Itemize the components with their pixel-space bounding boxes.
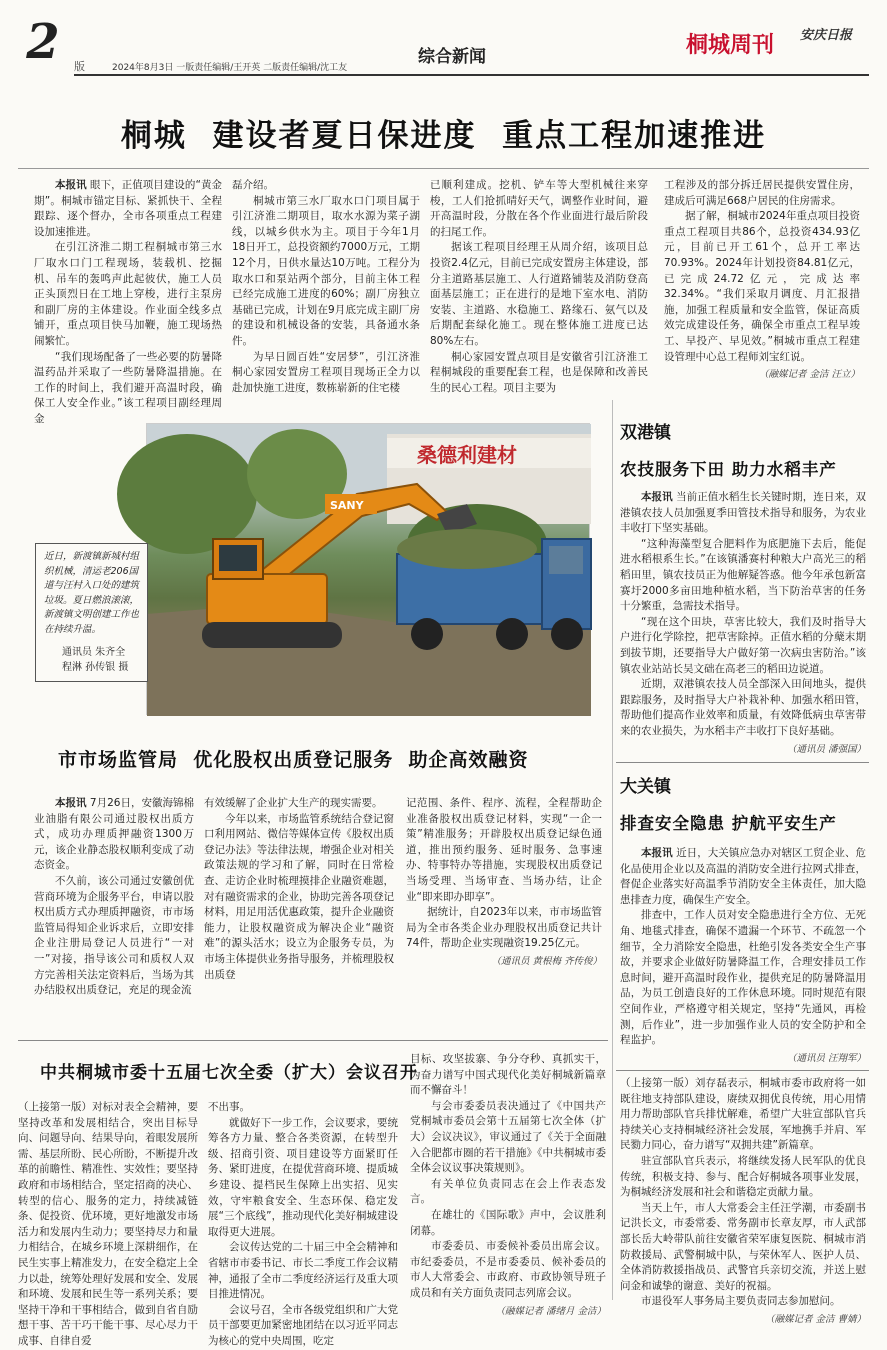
paragraph: 近期，双港镇农技人员全部深入田间地头，提供跟踪服务，及时指导大户补栽补种、加强水稻田管，帮助他们提高作业效率和质量，有效降低病虫草害带来的农业损失，为水稻丰产丰收打下良好基础。	[620, 678, 866, 737]
paragraph: 驻宣部队官兵表示，将继续发扬人民军队的优良传统，积极支持、参与、配合好桐城各项事业发展，为桐城经济发展和社会和谐稳定贡献力量。	[620, 1154, 866, 1199]
plenum-column-3	[410, 1052, 606, 1317]
market-column-2	[204, 796, 394, 1021]
daguan-body	[620, 846, 866, 1064]
paragraph: “这种海藻型复合肥料作为底肥施下去后，能促进水稻根系生长。”在该镇潘赛村种粮大户高光三的稻稻田里，镇农技员正为他解疑答惑。他今年承包新富赛圩2000多亩田地种植水稻，当下防治草害的任务十分繁重，急需技术指导。	[620, 537, 866, 613]
paragraph: （上接第一版）对标对表全会精神，要坚持改革和发展相结合，突出目标导向、问题导向、结果导向，着眼发展所需、基层所盼、民心所盼，不断提升改革的前瞻性、精准性、实效性；要坚持政府和市场相结合，坚定招商的决心、转型的信心、服务的定力，持续减链条、促投资、优环境，更好地激发市场活力和发展内生动力；要坚持尽力和量力相结合，在城乡环境上深耕细作，在民生实事上精准发力，在安全稳定上全力以赴，统筹处理好发展和安全、发展和环境、发展和民生等一系列关系；要坚持干净和干事相结合，做到自省自励想干事、苦干巧干能干事、尽心尽力干成事、自律自爱	[18, 1101, 198, 1347]
caption-text: 近日，新渡镇新城村组织机械，清运老206国道与汪村入口处的建筑垃圾。夏日燃浪滚滚，新渡镇文明创建工作也在持续升温。	[44, 551, 140, 635]
paragraph: 市退役军人事务局主要负责同志参加慰问。	[641, 1295, 841, 1308]
byline: （通讯员 黄根梅 齐传俊）	[491, 955, 602, 967]
weekly-logo: 桐城周刊	[686, 32, 775, 58]
paragraph: 桐城市第三水厂取水口门项目属于引江济淮二期项目，取水水源为菜子湖线，以城乡供水为主。项目于今年1月18日开工，总投资额约7000万元，工期12个月，日供水量达10万吨。工程分为取水口和泵站两个部分，目前主体工程已经完成施工进度的60%；副厂房独立基础已完成，计划在9月底完成主副厂房的建设和机械设备的安装，具备通水条件。	[232, 194, 420, 347]
paragraph: 当天上午，市人大常委会主任汪学潮，市委副书记洪长文，市委常委、常务副市长章友厚，市人武部部长岳大岭带队前往安徽省荣军康复医院、桐城市消防救援局、武警桐城中队，与荣休军人、医护人员、全体消防救援指战员、武警官兵亲切交流，并送上慰问金和诚挚的谢意、美好的祝福。	[620, 1201, 866, 1292]
lead-headline: 桐城 建设者夏日保进度 重点工程加速推进	[120, 118, 767, 154]
paragraph: 在引江济淮二期工程桐城市第三水厂取水口门工程现场，装载机、挖掘机、吊车的轰鸣声此起彼伏，施工人员正头顶烈日在工地上穿梭，进行主泵房和副厂房的主体建设。作业面全线多点铺开，重点项目快马加鞭，施工现场热闹繁忙。	[34, 241, 222, 347]
section-divider	[18, 1040, 608, 1041]
paragraph: 已顺利建成。挖机、铲车等大型机械往来穿梭，工人们抢抓晴好天气，调整作业时间，避开高温时段，分散在各个作业面进行最后阶段的扫尾工作。	[430, 179, 648, 238]
paragraph: 为早日圆百姓“安居梦”，引江济淮桐心家园安置房工程项目现场正全力以赴加快施工进度，数栋崭新的住宅楼	[232, 350, 420, 394]
paragraph: 据该工程项目经理王从周介绍，该项目总投资2.4亿元，目前已完成安置房主体建设，部分主道路基层施工、人行道路铺装及消防登高面基层施工；正在进行的是地下室水电、消防安装、主道路、水稳施工、路缘石、氨气以及后期配套绿化施工。现在整体施工进度已达80%左右。	[430, 241, 648, 347]
shuanggang-body	[620, 490, 866, 756]
paragraph: “我们现场配备了一些必要的防暑降温药品并采取了一些防暑降温措施。在工作的时间上，我们避开高温时段，确保工人安全作业。”该工程项目副经理周金	[34, 350, 222, 425]
paragraph: 据统计，自2023年以来，市市场监管局为全市各类企业办理股权出质登记共计74件，帮助企业实现融资19.25亿元。	[406, 906, 602, 950]
paragraph: 磊介绍。	[232, 179, 274, 191]
paper-name: 安庆日报	[800, 28, 853, 43]
paragraph: 今年以来，市场监管系统结合登记窗口利用网站、微信等媒体宣传《股权出质登记办法》等法律法规，增强企业对相关政策法规的学习和了解，同时在日常检查、走访企业时梳理摸排企业融资难题，对有融资需求的企业，协助完善各项登记材料，用足用活优惠政策，提升企业融资能力，让股权融资成为解决企业“融资难”的源头活水；设立为企服务专员，为市场主体提供业务指导服务，并梳理股权出质登	[204, 812, 394, 981]
paragraph: 本报讯 7月26日，安徽海锦棉业油脂有限公司通过股权出质方式，成功办理质押融资1300万元，该企业静态股权顺利变成了动态资金。	[34, 797, 195, 872]
lead-column-2	[232, 178, 420, 393]
photo-credit: 通讯员 朱齐全	[62, 647, 126, 658]
military-story-body	[620, 1076, 866, 1325]
paragraph: “现在这个田块，草害比较大，我们及时指导大户进行化学除控，把草害除掉。正值水稻的分蘖末期到拔节期，还要指导大户做好第一次病虫害防治。”该镇农业站站长吴文础在高老三的稻田边说道。	[620, 615, 866, 675]
byline: （融媒记者 金洁 汪立）	[758, 369, 860, 381]
column-divider	[612, 400, 613, 1300]
page-suffix: 版	[74, 60, 85, 73]
paragraph: 排查中，工作人员对安全隐患进行全方位、无死角、地毯式排查，确保不遗漏一个环节、不疏忽一个细节，全力消除安全隐患，杜绝引发各类安全生产事故，并要求企业做好防暑降温工作，合理安排员工作息时间，避开高温时段作业，提供充足的防暑降温用品，为员工创造良好的工作休息环境。同时规范有限空间作业，严格遵守相关规定，坚持“先通风，再检测，后作业”，进一步加强作业人员的安全防护和全程监护。	[620, 909, 866, 1047]
paragraph: 有效缓解了企业扩大生产的现实需要。	[204, 797, 383, 809]
plenum-column-1	[18, 1100, 198, 1347]
paragraph: 有关单位负责同志在会上作表态发言。	[410, 1177, 606, 1206]
paragraph: 在雄壮的《国际歌》声中，会议胜利闭幕。	[410, 1208, 606, 1237]
masthead-rule	[74, 74, 869, 76]
paragraph: 不久前，该公司通过安徽创优营商环境为企服务平台，申请以股权出质方式办理质押融资，市市场监管局得知企业诉求后，立即安排企业注册局登记人员进行“一对一”对接，指导该公司和质权人双方完善相关法定资料后，当场为其办结股权出质登记，充足的现金流	[34, 874, 194, 997]
paragraph: 目标、攻坚拔寨、争分夺秒、真抓实干，为奋力谱写中国式现代化美好桐城新篇章而不懈奋斗！	[410, 1053, 606, 1097]
sign-text: 桑德利建材	[417, 443, 517, 467]
plenum-headline: 中共桐城市委十五届七次全委（扩大）会议召开	[40, 1063, 418, 1083]
paragraph: 会议号召，全市各级党组织和广大党员干部要更加紧密地团结在以习近平同志为核心的党中央周围，吃定	[208, 1303, 398, 1347]
paragraph: （上接第一版）刘存磊表示，桐城市委市政府将一如既往地支持部队建设，赓续双拥优良传统，用心用情用力帮助部队官兵排忧解难，希望广大驻宣部队官兵持续关心支持桐城经济社会发展，军地携手并肩、军民勠力同心，奋力谱写“双拥共建”新篇章。	[620, 1077, 866, 1152]
market-column-3	[406, 796, 602, 1021]
shuanggang-kicker: 双港镇	[620, 423, 671, 443]
byline: （融媒记者 潘绪月 金洁）	[495, 1305, 606, 1317]
brand-text: SANY	[330, 499, 364, 512]
issue-info: 2024年8月3日 一版责任编辑/王开英 二版责任编辑/沈工友	[112, 63, 348, 73]
photo-credit: 程淋 孙传银 摄	[62, 662, 129, 673]
paragraph: 与会市委委员表决通过了《中国共产党桐城市委员会第十五届第七次全体（扩大）会议决议》，审议通过了《关于全面融入合肥都市圈的若干措施》《中共桐城市委全体会议议事决策规则》。	[410, 1099, 606, 1175]
paragraph: 工程涉及的部分拆迁居民提供安置住房，建成后可满足668户居民的住房需求。	[664, 179, 860, 207]
paragraph: 桐心家园安置点项目是安徽省引江济淮工程桐城段的重要配套工程，也是保障和改善民生的民心工程。项目主要为	[430, 350, 648, 394]
paragraph: 不出事。	[208, 1101, 250, 1113]
section-divider	[616, 1070, 869, 1071]
paragraph: 本报讯 当前正值水稻生长关键时期，连日来，双港镇农技人员加强夏季田管技术指导和服务，为农业丰收打下坚实基础。	[620, 491, 867, 535]
paragraph: 市委委员、市委候补委员出席会议。市纪委委员，不是市委委员、候补委员的市人大常委会、市政府、市政协领导班子成员和有关方面负责同志列席会议。	[410, 1240, 606, 1299]
market-column-1	[34, 796, 194, 1021]
byline: （融媒记者 金洁 曹婧）	[764, 1313, 866, 1325]
lead-column-3	[430, 178, 648, 393]
section-divider	[616, 762, 869, 763]
market-headline: 市市场监管局 优化股权出质登记服务 助企高效融资	[58, 749, 529, 771]
daguan-headline: 排查安全隐患 护航平安生产	[620, 814, 837, 833]
headline-rule	[18, 168, 869, 169]
paragraph: 记范围、条件、程序、流程，全程帮助企业准备股权出质登记材料，实现“一企一策”精准服务；开辟股权出质登记绿色通道，推出预约服务、延时服务、急事速办、特事特办等措施，实现股权出质登记当场受理、当场审查、当场办结，让企业“即来即办即享”。	[406, 797, 602, 903]
lead-column-1	[34, 178, 222, 425]
paragraph: 会议传达党的二十届三中全会精神和省辖市市委书记、市长二季度工作会议精神，通报了全市二季度经济运行及重大项目推进情况。	[208, 1241, 398, 1301]
daguan-kicker: 大关镇	[620, 777, 671, 797]
paragraph: 据了解，桐城市2024年重点项目投资重点工程项目共86个，总投资434.93亿元，目前已开工61个，总开工率达70.93%。2024年计划投资84.81亿元，已完成24.72亿元，完成达率32.34%。“我们采取月调度、月汇报措施，加强工程质量和安全监管，保证高质效完成建设任务，确保全市重点工程早竣工、早投产、早见效。”桐城市重点工程建设管理中心总工程师刘宝红说。	[664, 210, 860, 363]
paragraph: 就做好下一步工作，会议要求，要统筹各方力量、整合各类资源，在转型升级、招商引资、项目建设等方面紧盯任务、紧盯进度，在提优营商环境、提质城乡建设、提档民生保障上出实招、见实效，守牢粮食安全、生态环保、稳定发展“三个底线”，推动现代化美好桐城建设取得更大进展。	[208, 1116, 398, 1238]
paragraph: 本报讯 近日，大关镇应急办对辖区工贸企业、危化品使用企业以及高温的消防安全进行拉网式排查，督促企业落实好高温季节消防安全主体责任，加大隐患排查力度，确保生产安全。	[620, 847, 867, 906]
shuanggang-headline: 农技服务下田 助力水稻丰产	[620, 460, 837, 479]
photo-caption	[35, 543, 148, 682]
byline: （通讯员 汪翔军）	[786, 1052, 866, 1064]
section-title: 综合新闻	[418, 47, 486, 67]
lead-column-4	[664, 178, 860, 393]
page-number: 2	[26, 14, 60, 70]
paragraph: 本报讯 眼下，正值项目建设的“黄金期”。桐城市锚定目标、紧抓快干、全程跟踪、逐个督办，全市各项重点工程建设加速推进。	[34, 179, 222, 238]
plenum-column-2	[208, 1100, 398, 1347]
construction-photo	[146, 423, 590, 715]
photo-illustration	[147, 424, 591, 716]
byline: （通讯员 潘强国）	[786, 743, 866, 755]
